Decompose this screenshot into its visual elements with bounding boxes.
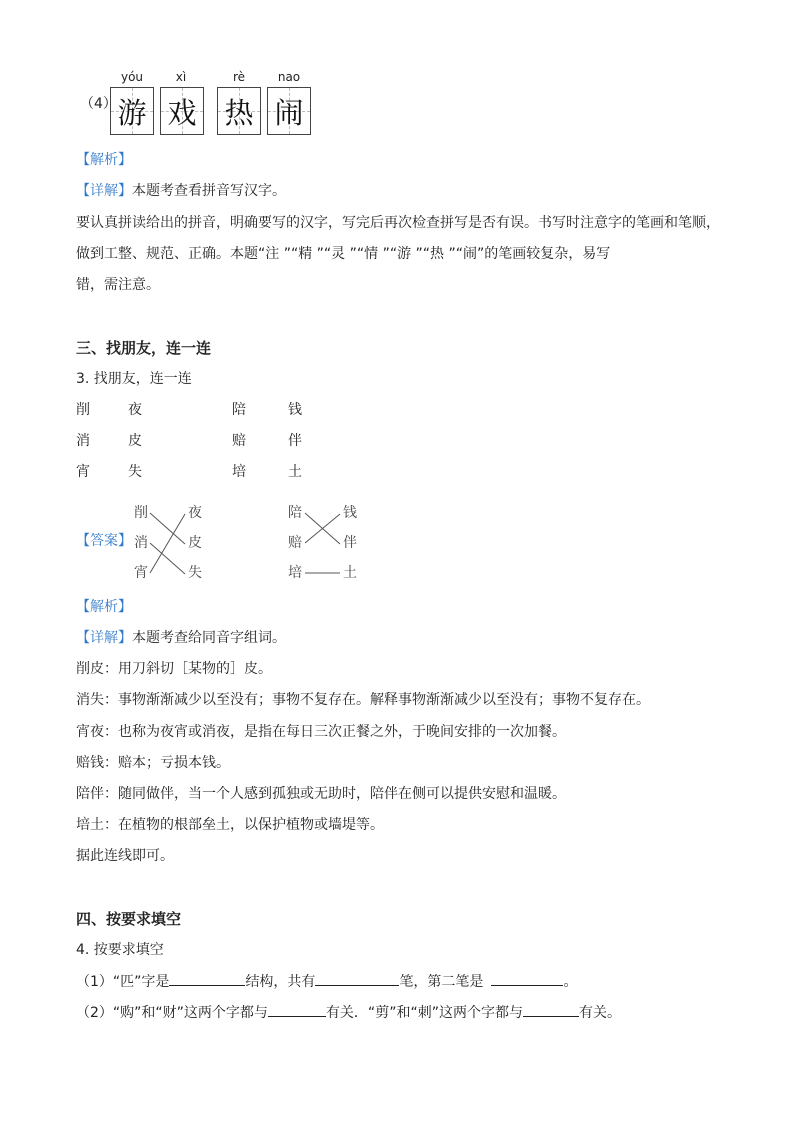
item-number: （1）	[76, 974, 113, 990]
pinyin-syllable: rè	[232, 70, 246, 84]
character-grid-cell: 戏	[160, 87, 204, 135]
character-grid-cell: 闹	[267, 87, 311, 135]
match-item: 培	[232, 464, 246, 480]
analysis-paragraph-line: 宵夜：也称为夜宵或消夜，是指在每日三次正餐之外，于晚间安排的一次加餐。	[76, 724, 566, 740]
fill-blank-line	[76, 1002, 621, 1023]
match-item: 陪	[232, 402, 246, 418]
answer-char: 宵	[134, 565, 148, 581]
connector-line	[150, 513, 185, 544]
item-text: 。	[563, 974, 578, 990]
detail-label: 【详解】	[76, 630, 132, 646]
connector-line	[150, 514, 185, 573]
section-heading: 三、找朋友，连一连	[76, 339, 212, 357]
analysis-paragraph-line: 做到工整、规范、正确。本题“注 ”“精 ”“灵 ”“情 ”“游 ”“热 ”“闹”的笔画较复杂，易写	[76, 246, 611, 262]
item-text: 有关．“剪”和“刺”这两个字都与	[325, 1005, 523, 1021]
answer-char: 失	[188, 565, 202, 581]
match-item: 钱	[288, 402, 302, 418]
answer-char: 钱	[343, 505, 357, 521]
item-text: 结构，共有	[245, 974, 316, 990]
answer-char: 赔	[288, 535, 302, 551]
detail-text: 本题考查给同音字组词。	[132, 630, 286, 646]
answer-char: 伴	[343, 535, 357, 551]
answer-char: 削	[134, 505, 148, 521]
detail-label: 【详解】	[76, 183, 132, 199]
match-item: 皮	[128, 433, 142, 449]
analysis-paragraph-line: 消失：事物渐渐减少以至没有；事物不复存在。解释事物渐渐减少以至没有；事物不复存在。	[76, 692, 650, 708]
item-text: “购”和“财”这两个字都与	[112, 1005, 268, 1021]
analysis-paragraph-line: 要认真拼读给出的拼音，明确要写的汉字，写完后再次检查拼写是否有误。书写时注意字的笔画和笔顺，	[76, 215, 720, 231]
analysis-label: 【解析】	[76, 599, 132, 615]
answer-blank[interactable]	[491, 971, 563, 986]
answer-char: 陪	[288, 505, 302, 521]
item-text: “匹”字是	[112, 974, 170, 990]
connector-line	[305, 514, 340, 543]
item-text: 有关。	[578, 1005, 621, 1021]
answer-char: 皮	[188, 535, 202, 551]
analysis-paragraph-line: 陪伴：随同做伴，当一个人感到孤独或无助时，陪伴在侧可以提供安慰和温暖。	[76, 786, 566, 802]
character-grid-cell: 游	[110, 87, 154, 135]
analysis-paragraph-line: 削皮：用刀斜切［某物的］皮。	[76, 661, 272, 677]
analysis-paragraph-line: 赔钱：赔本；亏损本钱。	[76, 755, 230, 771]
answer-blank[interactable]	[315, 971, 399, 986]
match-item: 失	[128, 464, 142, 480]
analysis-paragraph-line: 据此连线即可。	[76, 848, 174, 864]
answer-char: 土	[343, 565, 357, 581]
section-heading: 四、按要求填空	[76, 910, 182, 928]
analysis-paragraph-line: 错，需注意。	[76, 277, 160, 293]
match-item: 夜	[128, 402, 142, 418]
answer-blank[interactable]	[523, 1002, 579, 1017]
match-item: 土	[288, 464, 302, 480]
detail-text: 本题考查看拼音写汉字。	[132, 183, 286, 199]
answer-blank[interactable]	[169, 971, 245, 986]
item-number: （2）	[76, 1005, 113, 1021]
match-item: 赔	[232, 433, 246, 449]
pinyin-syllable: xì	[175, 70, 187, 84]
question-title: 4. 按要求填空	[76, 942, 164, 958]
answer-char: 夜	[188, 505, 202, 521]
pinyin-syllable: nao	[277, 70, 301, 84]
answer-char: 培	[288, 565, 302, 581]
question-title: 3. 找朋友，连一连	[76, 371, 192, 387]
analysis-paragraph-line: 培土：在植物的根部垒土，以保护植物或墙堤等。	[76, 817, 384, 833]
character-grid-cell: 热	[217, 87, 261, 135]
match-item: 宵	[76, 464, 90, 480]
match-item: 削	[76, 402, 90, 418]
answer-blank[interactable]	[268, 1002, 326, 1017]
detail-line	[76, 628, 286, 648]
fill-blank-line	[76, 971, 577, 992]
answer-label: 【答案】	[76, 533, 132, 549]
match-item: 消	[76, 433, 90, 449]
pinyin-syllable: yóu	[120, 70, 144, 84]
answer-char: 消	[134, 535, 148, 551]
match-item: 伴	[288, 433, 302, 449]
connector-line	[150, 543, 185, 574]
question-number: （4）	[80, 96, 117, 112]
item-text: 笔，第二笔是	[399, 974, 484, 990]
analysis-label: 【解析】	[76, 152, 132, 168]
